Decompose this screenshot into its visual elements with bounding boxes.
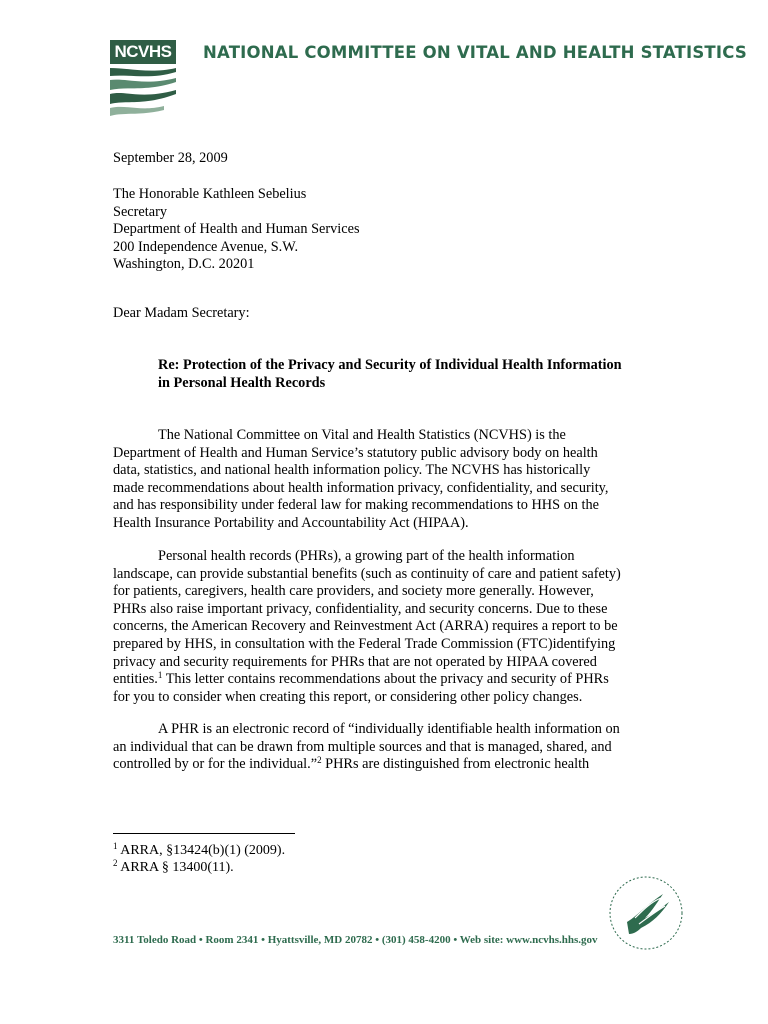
paragraph-line: Department of Health and Human Service’s statutory public advisory body on health <box>113 444 598 461</box>
paragraph-line: landscape, can provide substantial benefits (such as continuity of care and patient safety) <box>113 565 621 582</box>
letter-date: September 28, 2009 <box>113 150 228 166</box>
paragraph-2 <box>113 548 653 706</box>
footnote-number: 2 <box>113 858 118 868</box>
letterhead <box>110 40 747 120</box>
paragraph-line: data, statistics, and national health information policy. The NCVHS has historically <box>113 462 591 479</box>
footnote-ref-2: 2 <box>317 755 322 766</box>
paragraph-text: controlled by or for the individual.” <box>113 756 318 773</box>
paragraph-text: This letter contains recommendations about the privacy and security of PHRs <box>162 671 609 688</box>
paragraph-line-with-footnote <box>113 756 653 774</box>
paragraph-line: Personal health records (PHRs), a growing part of the health information <box>158 548 575 564</box>
paragraph-line: PHRs also raise important privacy, confidentiality, and security concerns. Due to these <box>113 600 608 617</box>
subject-line <box>158 357 622 392</box>
recipient-title: Secretary <box>113 203 167 220</box>
paragraph-text: PHRs are distinguished from electronic health <box>321 756 590 773</box>
paragraph-line: The National Committee on Vital and Health Statistics (NCVHS) is the <box>158 427 566 443</box>
paragraph-line: Health Insurance Portability and Accountability Act (HIPAA). <box>113 514 469 531</box>
subject-line-2: in Personal Health Records <box>158 374 326 391</box>
contact-footer: 3311 Toledo Road • Room 2341 • Hyattsville, MD 20782 • (301) 458-4200 • Web site: www.ncvhs.hhs.gov <box>113 934 598 946</box>
footnote-2 <box>113 859 285 876</box>
paragraph-line: privacy and security requirements for PHRs that are not operated by HIPAA covered <box>113 653 597 670</box>
paragraph-1 <box>113 427 653 533</box>
footnote-text: ARRA § 13400(11). <box>117 860 234 875</box>
recipient-city: Washington, D.C. 20201 <box>113 256 255 273</box>
hhs-seal-icon <box>605 872 687 954</box>
recipient-department: Department of Health and Human Services <box>113 221 360 238</box>
recipient-name: The Honorable Kathleen Sebelius <box>113 186 307 202</box>
paragraph-line: an individual that can be drawn from multiple sources and that is managed, shared, and <box>113 738 612 755</box>
paragraph-line: A PHR is an electronic record of “individually identifiable health information on <box>158 721 620 737</box>
footnote-number: 1 <box>113 841 118 851</box>
paragraph-text: entities. <box>113 671 158 688</box>
footnotes <box>113 842 285 876</box>
organization-name: NATIONAL COMMITTEE ON VITAL AND HEALTH STATISTICS <box>203 43 747 62</box>
footnote-1 <box>113 842 285 859</box>
paragraph-line: concerns, the American Recovery and Reinvestment Act (ARRA) requires a report to be <box>113 618 618 635</box>
footnote-divider <box>113 833 295 834</box>
paragraph-line: prepared by HHS, in consultation with the Federal Trade Commission (FTC)identifying <box>113 635 616 652</box>
paragraph-line: for patients, caregivers, health care providers, and society more generally. However, <box>113 583 594 600</box>
footnote-text: ARRA, §13424(b)(1) (2009). <box>117 843 286 858</box>
paragraph-line: and has responsibility under federal law for making recommendations to HHS on the <box>113 497 599 514</box>
salutation: Dear Madam Secretary: <box>113 305 250 321</box>
logo-text: NCVHS <box>114 42 172 61</box>
ncvhs-logo <box>110 40 176 116</box>
paragraph-line: for you to consider when creating this report, or considering other policy changes. <box>113 688 583 705</box>
footnote-ref-1: 1 <box>157 670 163 681</box>
logo-waves-icon <box>110 64 176 116</box>
recipient-address <box>113 186 360 274</box>
recipient-street: 200 Independence Avenue, S.W. <box>113 238 299 255</box>
paragraph-line-with-footnote <box>113 671 653 689</box>
paragraph-line: made recommendations about health information privacy, confidentiality, and security, <box>113 479 609 496</box>
subject-line-1: Re: Protection of the Privacy and Security of Individual Health Information <box>158 357 622 373</box>
paragraph-3 <box>113 721 653 774</box>
